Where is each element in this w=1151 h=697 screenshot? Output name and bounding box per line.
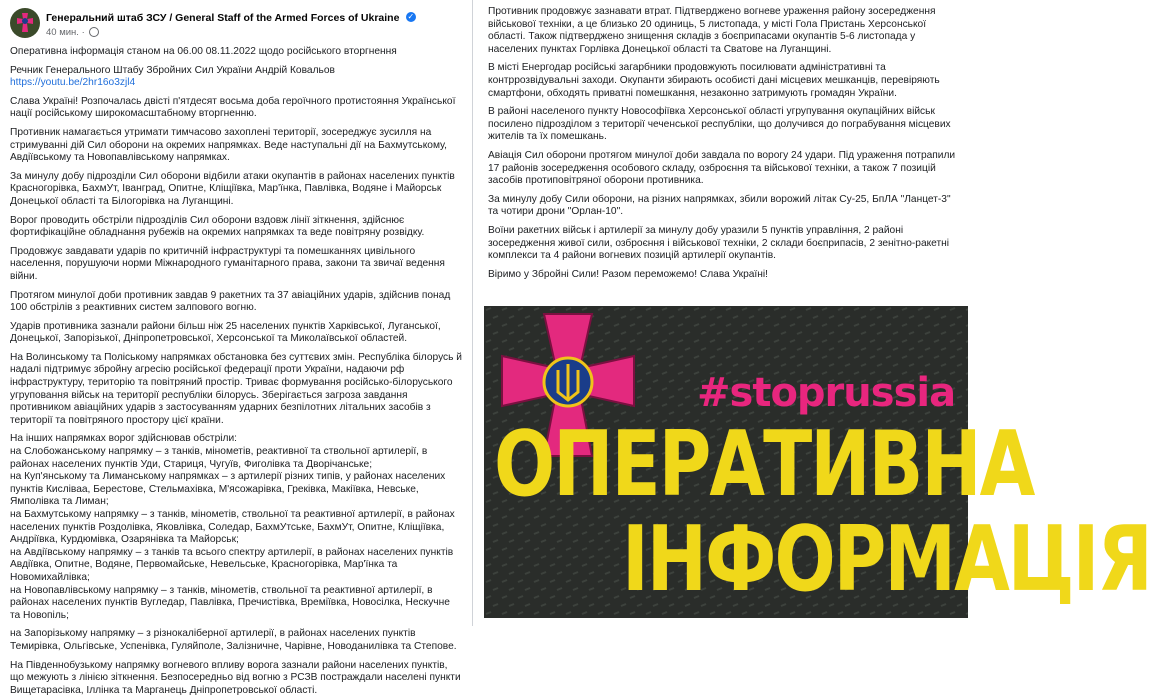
post-paragraph: За минулу добу підрозділи Сил оборони відбили атаки окупантів в районах населених пунктів Красногорівка, БахмУт, Іванград, Опитне, Кліщіївка, Мар'їнка, Павлівка, Водяне і Майорськ Донецької області та Білогорівка на Луганщині. xyxy=(10,170,455,207)
page-avatar[interactable] xyxy=(10,8,40,38)
shelling-line: на Слобожанському напрямку – з танків, мінометів, реактивної та ствольної артилерії, в районах населених пунктів Уди, Стариця, Чугуїв, Фиголівка та Дворічанське; xyxy=(10,446,428,470)
post-paragraph: В місті Енергодар російські загарбники продовжують посилювати адміністративні та контррозвідувальні заходи. Окупанти збирають особисті дані місцевих мешканців, перевіряють смартфони, обходять приватні помешкання, незаконно затримують громадян України. xyxy=(488,62,940,99)
post-time[interactable]: 40 мин. xyxy=(46,27,79,38)
shelling-line: на Авдіївському напрямку – з танків та всього спектру артилерії, в районах населених пунктів Авдіївка, Опитне, Водяне, Первомайське, Невельське, Красногорівка, Мар'їнка та Новомихайлівка; xyxy=(10,546,454,583)
facebook-post-left xyxy=(0,0,473,696)
post-paragraph: Ворог проводить обстріли підрозділів Сил оборони вздовж лінії зіткнення, здійснює фортифікаційне обладнання рубежів на окремих напрямках та веде повітряну розвідку. xyxy=(10,214,425,239)
shelling-intro: На інших напрямках ворог здійснював обстріли: xyxy=(10,433,237,445)
post-paragraph: На Південнобузькому напрямку вогневого впливу ворога зазнали райони населених пунктів, що межують з лінією зіткнення. Безпосередньо від вогню з РСЗВ постраждали населені пункти Вищетарасівка, Іллінка та Марганець Дніпропетровської області. xyxy=(10,659,461,696)
page-name-row xyxy=(46,8,416,26)
post-paragraph: Противник намагається утримати тимчасово захоплені території, зосереджує зусилля на стримуванні дій Сил оборони на окремих напрямках. Веде наступальні дії на Бахмутському, Авдіївському та Новопавлівському напрямках. xyxy=(10,126,447,164)
post-paragraph: Авіація Сил оборони протягом минулої доби завдала по ворогу 24 удари. Під ураження потрапили 17 районів зосередження особового складу, озброєння та військової техніки, а також 7 позицій засобів протиповітряної оборони противника. xyxy=(488,149,956,187)
spokesman-line: Речник Генерального Штабу Збройних Сил України Андрій Ковальов https://youtu.be/2hr16o3zjl4 xyxy=(10,64,335,89)
youtube-link[interactable]: https://youtu.be/2hr16o3zjl4 xyxy=(10,77,136,89)
post-paragraph: Протягом минулої доби противник завдав 9 ракетних та 37 авіаційних ударів, здійснив понад 100 обстрілів з реактивних систем залпового вогню. xyxy=(10,289,451,314)
banner-hashtag: #stoprussia xyxy=(697,370,956,416)
shelling-line: на Куп'янському та Лиманському напрямках – з артилерії різних типів, у районах населених пунктів Кисліваа, Берестове, Стельмахівка, М'ясожарівка, Грекiвка, Макіївка, Невське, Ямполівка та Лиман; xyxy=(10,471,446,508)
post-body xyxy=(0,42,472,697)
post-paragraph: За минулу добу Сили оборони, на різних напрямках, збили ворожий літак Су-25, БпЛА "Ланцет-3" та чотири дрони "Орлан-10". xyxy=(488,193,951,218)
post-paragraph: На Волинському та Поліському напрямках обстановка без суттєвих змін. Республіка білорусь й надалі підтримує збройну агресію російської федерації проти України, надаючи рф інфраструктуру, територію та повітряний простір. Триває формування російсько-білоруського угруповання військ на території республіки білорусь. Зберігається загроза завдання противником авіаційних ударів з застосуванням ударних безпілотних літальних засобів з території та повітряного простору цієї країни. xyxy=(10,351,462,426)
cross-emblem-icon xyxy=(14,12,36,34)
post-paragraph: Слава Україні! Розпочалась двісті п'ятдесят восьма доба героїчного протистояння Української нації російському широкомасштабному вторгненню. xyxy=(10,95,456,120)
post-body-continued xyxy=(480,0,970,281)
post-paragraph: Віримо у Збройні Сили! Разом переможемо! Слава Україні! xyxy=(488,268,768,280)
banner-title-line1: ОПЕРАТИВНА xyxy=(494,411,1034,516)
post-header xyxy=(0,0,472,42)
page-name-link[interactable]: Генеральний штаб ЗСУ / General Staff of the Armed Forces of Ukraine xyxy=(46,12,400,24)
post-paragraph: на Запорізькому напрямку – з різнокаліберної артилерії, в районах населених пунктів Темирівка, Ольгівське, Успенівка, Гуляйполе, Залізничне, Чарівне, Новоданилівка та Степове. xyxy=(10,628,457,652)
facebook-post-right xyxy=(480,0,1151,626)
globe-icon xyxy=(89,27,99,37)
post-paragraph: Противник продовжує зазнавати втрат. Підтверджено вогневе ураження району зосередження військової техніки, а це близько 20 одиниць, 5 листопада, у місті Гола Пристань Херсонської області. Також підтверджено знищення складів з боєприпасами окупантів 5-6 листопада у населених пунктах Горлівка Донецької області та Сватове на Луганщині. xyxy=(488,6,936,55)
post-paragraph: Оперативна інформація станом на 06.00 08.11.2022 щодо російського вторгнення xyxy=(10,46,397,57)
post-paragraph: В районі населеного пункту Новософіївка Херсонської області угрупування окупаційних військ посилено підрозділом з території чеченської республіки, що долучився до пограбування місцевих жителів та їх помешкань. xyxy=(488,106,951,143)
verified-badge-icon: ✓ xyxy=(407,11,415,21)
post-meta: 40 мин. · xyxy=(46,26,416,39)
banner-title-line2: ІНФОРМАЦІЯ xyxy=(622,506,1151,611)
operational-info-banner[interactable] xyxy=(484,306,1151,618)
shelling-line: на Бахмутському напрямку – з танків, мінометів, ствольної та реактивної артилерії, в районах населених пунктів Роздолівка, Яковлівка, Соледар, БахмУтське, БахмУт, Опитне, Кліщіївка, Андріївка, Курдюмівка, Озарянівка та Майорськ; xyxy=(10,509,455,546)
post-paragraph: Ударів противника зазнали райони більш ніж 25 населених пунктів Харківської, Луганської, Донецької, Запорізької, Дніпропетровської, Херсонської та Миколаївської областей. xyxy=(10,320,441,345)
shelling-line: на Новопавлівському напрямку – з танків, мінометів, ствольної та реактивної артилерії, в районах населених пунктів Вугледар, Павлівка, Пречистівка, Времіївка, Новосілка, Нескучне та Новопіль; xyxy=(10,584,450,621)
post-paragraph: Продовжує завдавати ударів по критичній інфраструктурі та помешканнях цивільного населення, порушуючи норми Міжнародного гуманітарного права, закони та звичаї ведення війни. xyxy=(10,245,445,282)
post-paragraph: Воїни ракетних військ і артилерії за минулу добу уразили 5 пунктів управління, 2 районі зосередження живої сили, озброєння і військової техніки, 2 склади боєприпасів, 2 зенітно-ракетні комплекси та 4 райони вогневих позицій артилерії окупантів. xyxy=(488,224,950,262)
